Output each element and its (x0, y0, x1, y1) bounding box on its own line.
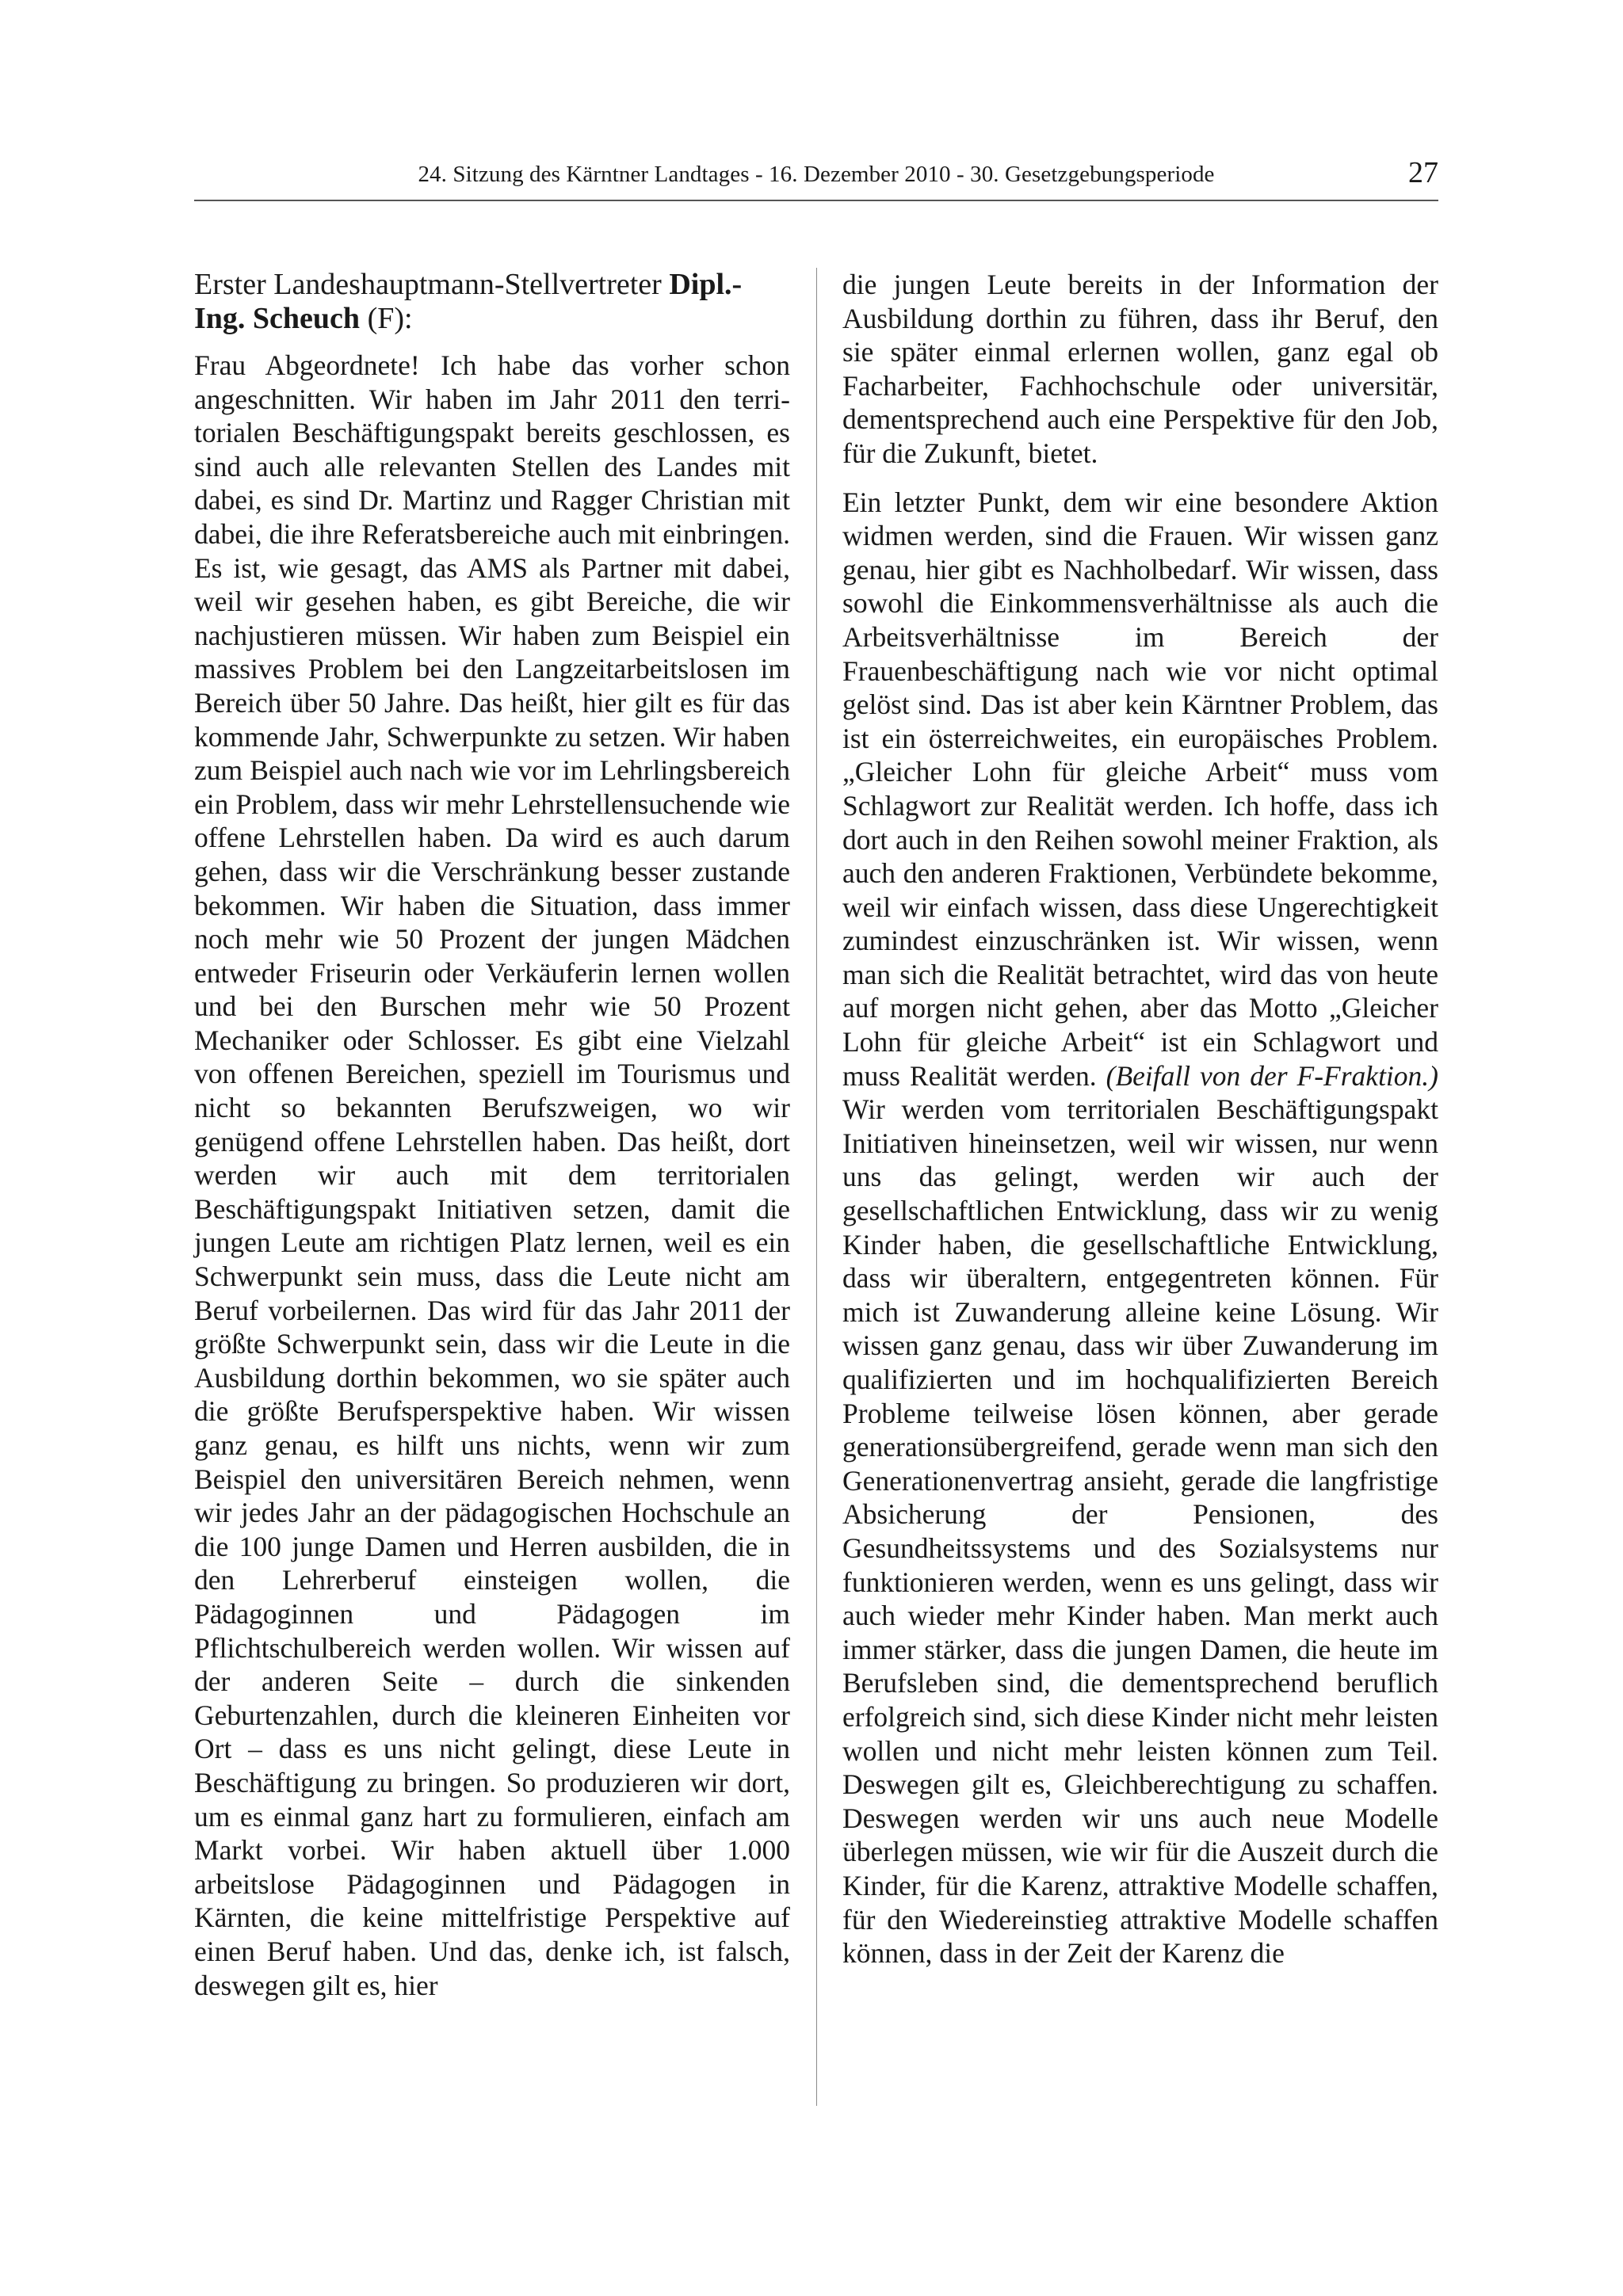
speaker-party: (F): (360, 302, 413, 335)
speaker-role: Erster Landeshauptmann-Stellvertreter (194, 268, 670, 301)
speaker-name: Dipl.-Ing. Scheuch (194, 268, 743, 335)
page-header (194, 155, 1438, 201)
right-column (842, 268, 1438, 1985)
paragraph-text: Wir werden vom territorialen Beschäftigungspakt Initiativen hineinsetzen, weil wir wissen, nur wenn uns das gelingt, werden wir auch der gesellschaftlichen Entwicklung, dass wir zu wenig Kinder haben, die gesellschaftliche Entwicklung, dass wir überaltern, entgegentreten können. Für mich ist Zuwanderung alleine keine Lösung. Wir wissen ganz genau, dass wir über Zuwanderung im qualifizierten und im hochqualifizierten Bereich Probleme teilweise lösen können, aber gerade generationsübergreifend, gerade wenn man sich den Generationenvertrag ansieht, gerade die langfristige Absicherung der Pensionen, des Gesundheitssystems und des Sozialsystems nur funktionieren werden, wenn es uns gelingt, dass wir auch wieder mehr Kinder haben. Man merkt auch immer stärker, dass die jungen Damen, die heute im Berufsleben sind, die dementsprechend beruflich erfolgreich sind, sich diese Kinder nicht mehr leisten wollen und nicht mehr leisten können zum Teil. Deswegen gilt es, Gleichberechtigung zu schaffen. Deswegen werden wir uns auch neue Modelle überlegen müssen, wie wir für die Auszeit durch die Kinder, für die Karenz, attraktive Modelle schaffen, für den Wiedereinstieg attraktive Modelle schaffen können, dass in der Zeit der Karenz die (842, 1093, 1438, 1970)
paragraph-text: Ein letzter Punkt, dem wir eine besondere Aktion widmen werden, sind die Frauen. Wir wissen ganz genau, hier gibt es Nachholbedarf. Wir wissen, dass sowohl die Einkommensverhältnisse als auch die Arbeitsverhältnisse im Bereich der Frauenbeschäftigung nach wie vor nicht optimal gelöst sind. Das ist aber kein Kärntner Problem, das ist ein österreichweites, ein europäisches Problem. „Gleicher Lohn für gleiche Arbeit“ muss vom Schlagwort zur Realität werden. Ich hoffe, dass ich dort auch in den Reihen sowohl meiner Fraktion, als auch den anderen Fraktionen, Verbündete bekomme, weil wir einfach wissen, dass diese Ungerechtigkeit zumindest einzuschränken ist. Wir wissen, wenn man sich die Realität betrachtet, wird das von heute auf morgen nicht gehen, aber das Motto „Gleicher Lohn für gleiche Arbeit“ ist ein Schlagwort und muss Realität werden. (842, 486, 1438, 1092)
speaker-heading (194, 268, 790, 336)
left-column (194, 268, 790, 2017)
paragraph: die jungen Leute bereits in der Information der Ausbildung dorthin zu führen, dass ihr Beruf, den sie später einmal erlernen wollen, ganz egal ob Facharbeiter, Fachhochschule oder universitär, dementsprechend auch eine Perspektive für den Job, für die Zukunft, bietet. (842, 269, 1438, 469)
column-divider (816, 268, 817, 2106)
paragraph (842, 486, 1438, 1970)
paragraph: Frau Abgeordnete! Ich habe das vorher schon angeschnitten. Wir haben im Jahr 2011 den territorialen Beschäftigungspakt bereits geschlossen, es sind auch alle relevanten Stellen des Landes mit dabei, es sind Dr. Martinz und Ragger Christian mit dabei, die ihre Referatsbereiche auch mit einbringen. Es ist, wie gesagt, das AMS als Partner mit dabei, weil wir gesehen haben, es gibt Bereiche, die wir nachjustieren müssen. Wir haben zum Beispiel ein massives Problem bei den Langzeitarbeitslosen im Bereich über 50 Jahre. Das heißt, hier gilt es für das kommende Jahr, Schwerpunkte zu setzen. Wir haben zum Beispiel auch nach wie vor im Lehrlingsbereich ein Problem, dass wir mehr Lehrstellensuchende wie offene Lehrstellen haben. Da wird es auch darum gehen, dass wir die Verschränkung besser zustande bekommen. Wir haben die Situation, dass immer noch mehr wie 50 Prozent der jungen Mädchen entweder Friseurin oder Verkäuferin lernen wollen und bei den Burschen mehr wie 50 Prozent Mechaniker oder Schlosser. Es gibt eine Vielzahl von offenen Bereichen, speziell im Tourismus und nicht so bekannten Berufszweigen, wo wir genügend offene Lehrstellen haben. Das heißt, dort werden wir auch mit dem territorialen Beschäftigungspakt Initiativen setzen, damit die jungen Leute am richtigen Platz lernen, weil es ein Schwerpunkt sein muss, dass die Leute nicht am Beruf vorbeilernen. Das wird für das Jahr 2011 der größte Schwerpunkt sein, dass wir die Leute in die Ausbildung dorthin bekommen, wo sie später auch die größte Berufsperspektive haben. Wir wissen ganz genau, es hilft uns nichts, wenn wir zum Beispiel den universitären Bereich nehmen, wenn wir jedes Jahr an der pädagogischen Hochschule an die 100 junge Damen und Herren ausbilden, die in den Lehrerberuf einsteigen wollen, die Pädagoginnen und Pädagogen im Pflichtschulbereich werden wollen. Wir wissen auf der anderen Seite – durch die sinkenden Geburtenzahlen, durch die kleineren Einheiten vor Ort – dass es uns nicht gelingt, diese Leute in Beschäftigung zu bringen. So produzieren wir dort, um es einmal ganz hart zu formulieren, einfach am Markt vorbei. Wir haben aktuell über 1.000 arbeitslose Pädagoginnen und Pädagogen in Kärnten, die keine mittelfristige Perspektive auf einen Beruf haben. Und das, denke ich, ist falsch, deswegen gilt es, hier (194, 349, 790, 2001)
applause-note: (Beifall von der F-Fraktion.) (1106, 1059, 1438, 1092)
page-number: 27 (1408, 156, 1438, 189)
running-title: 24. Sitzung des Kärntner Landtages - 16. Dezember 2010 - 30. Gesetzgebungsperiode (418, 162, 1215, 187)
